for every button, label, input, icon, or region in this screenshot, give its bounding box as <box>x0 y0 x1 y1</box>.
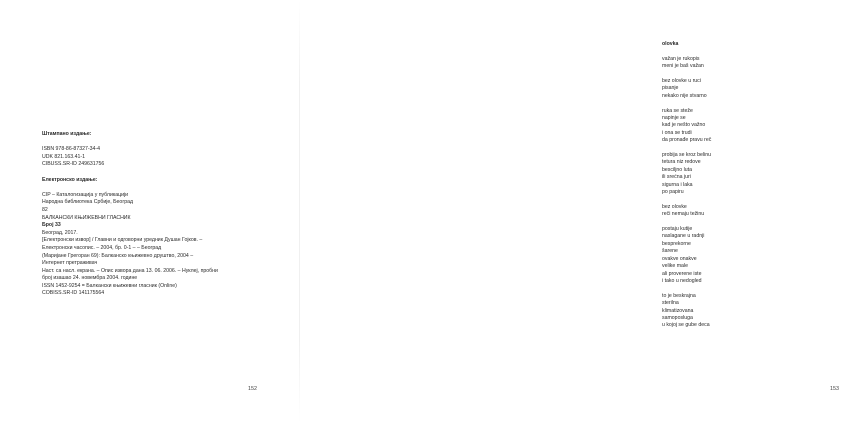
imprint-line: Штампано издање: <box>42 131 92 137</box>
poem-line: meni je baš važan <box>662 63 704 70</box>
poem-line: reči nemaju težinu <box>662 211 705 218</box>
line-spacer <box>42 139 292 147</box>
poem-line: šarene <box>662 248 678 255</box>
imprint-line: CIP – Каталогизација у публикацији <box>42 191 129 198</box>
imprint-line: Наст. са насл. екрана. – Опис извора дана 13. 06. 2006. – Нуклеј, пробни <box>42 267 218 274</box>
poem-lines <box>662 48 862 329</box>
imprint-block <box>42 131 292 298</box>
poem-title: olovka <box>662 41 679 47</box>
line-spacer <box>662 196 862 203</box>
imprint-line: БАЛКАНСКИ КЊИЖЕВНИ ГЛАСНИК <box>42 214 131 221</box>
line-spacer <box>662 285 862 292</box>
poem-line: i tako u nedogled <box>662 277 702 284</box>
line-spacer <box>662 219 862 226</box>
poem-line: tetura niz redove <box>662 159 701 166</box>
poem-line: ovakve onakve <box>662 255 697 262</box>
imprint-line: COBISS.SR-ID 141175564 <box>42 290 105 297</box>
poem-line: bez olovke u ruci <box>662 78 701 84</box>
line-spacer <box>42 184 292 192</box>
poem-line: u kojoj se gube deca <box>662 322 710 329</box>
imprint-line: ISBN 978-86-87327-34-4 <box>42 146 100 153</box>
imprint-line: UDK 821.163.41-1 <box>42 153 85 160</box>
imprint-line: Број 33 <box>42 222 61 229</box>
line-spacer <box>662 145 862 152</box>
page-number-right: 153 <box>830 386 839 392</box>
imprint-line: Народна библиотека Србије, Београд <box>42 199 134 206</box>
imprint-line: Интернет претраживач <box>42 260 98 267</box>
poem-line: i ona se trudi <box>662 129 692 136</box>
poem-line: postaju kutije <box>662 226 693 233</box>
poem-line: važan je rukopis <box>662 55 700 62</box>
poem-line: nekako nije stvarno <box>662 92 707 99</box>
line-spacer <box>42 169 292 177</box>
poem-line: velike male <box>662 263 688 270</box>
poem-line: ruka se steže <box>662 107 693 114</box>
imprint-line: 82 <box>42 206 48 213</box>
poem-line: klimatizovana <box>662 307 694 314</box>
line-spacer <box>662 100 862 107</box>
line-spacer <box>662 48 862 55</box>
poem-line: to je beskrajna <box>662 292 696 299</box>
imprint-line: број изашао 24. новембра 2004. године <box>42 275 138 282</box>
poem-line: sigurna i laka <box>662 181 693 188</box>
line-spacer <box>662 71 862 78</box>
poem-line: ili srećna juri <box>662 174 691 181</box>
poem-line: kad je nešto važno <box>662 122 706 129</box>
imprint-line: Електронски часопис. – 2004, бр. 0-1 – – Београд <box>42 244 162 251</box>
poem-line: napinje se <box>662 115 686 122</box>
poem-line: sterilna <box>662 300 679 307</box>
poem-line: naslagane u radnji <box>662 233 705 240</box>
imprint-line: Београд, 2017. <box>42 229 78 236</box>
poem-line: pisanje <box>662 85 679 92</box>
right-page <box>300 0 839 423</box>
poem-line: bez olovke <box>662 203 687 210</box>
poem-line: probija se kroz belinu <box>662 152 712 159</box>
imprint-line: (Маријане Грегоран 69): Балканско књижевно друштво, 2004 – <box>42 252 194 259</box>
left-page <box>0 0 300 423</box>
poem <box>662 41 862 330</box>
poem-line: da pronađe pravu reč <box>662 137 712 144</box>
poem-line: besciljno luta <box>662 166 692 173</box>
poem-line: besprekorne <box>662 240 691 247</box>
imprint-line: CIBUSS.SR-ID 249631756 <box>42 161 105 168</box>
page-number-left: 152 <box>248 386 257 392</box>
poem-line: po papiru <box>662 189 684 196</box>
imprint-line: [Електронски извор] / Главни и одговорни уредник Душан Гојков. – <box>42 237 203 244</box>
imprint-line: Електронско издање: <box>42 176 98 183</box>
poem-line: samoposluga <box>662 314 693 321</box>
imprint-line: ISSN 1452-9254 = Балкански књижевни гласник (Online) <box>42 282 177 289</box>
poem-line: ali proverene iste <box>662 270 702 277</box>
